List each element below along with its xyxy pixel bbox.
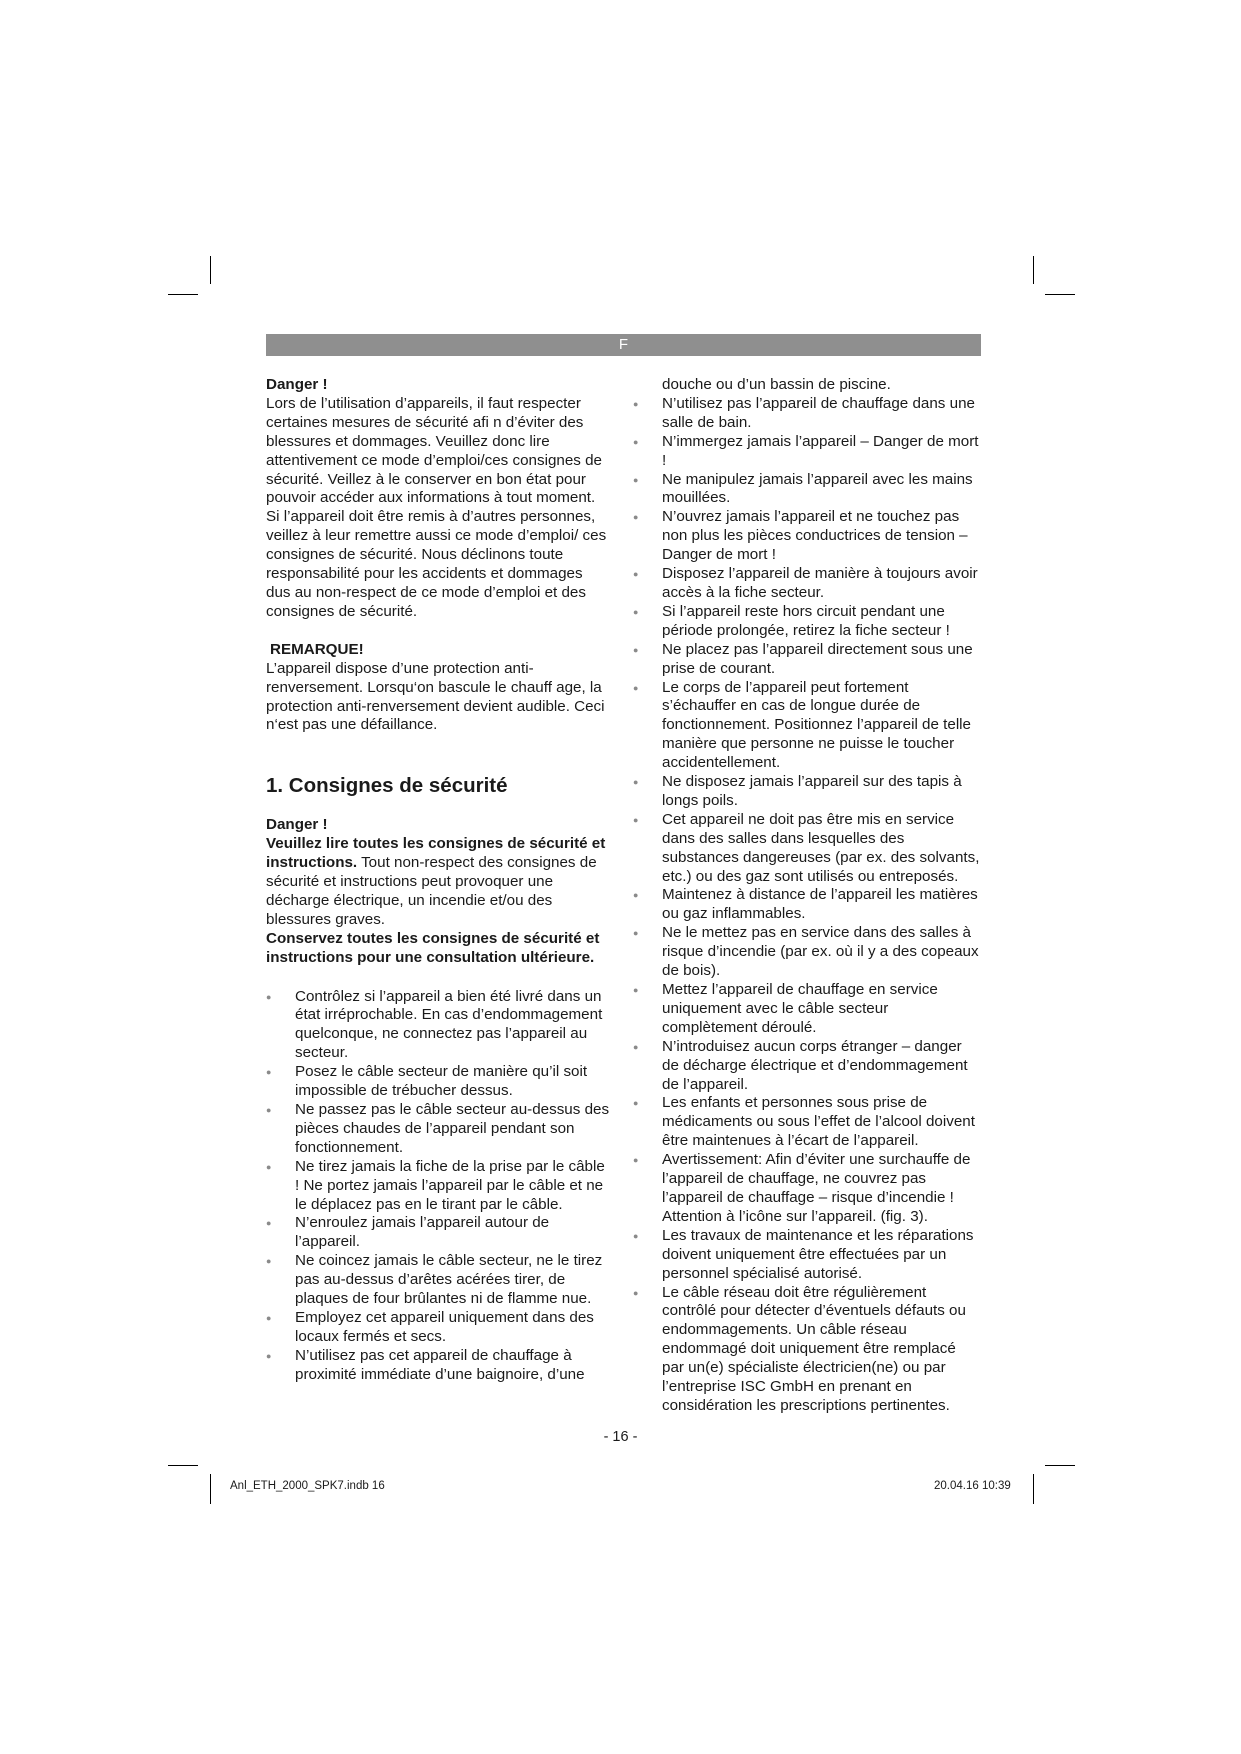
language-header-bar xyxy=(266,334,981,356)
intro-danger-heading: Danger ! xyxy=(266,376,328,393)
crop-mark xyxy=(1033,256,1034,284)
list-item: ● Ne passez pas le câble secteur au-dessus des pièces chaudes de l’appareil pendant son fonctionnement. xyxy=(266,1101,611,1158)
continuation-text: douche ou d’un bassin de piscine. xyxy=(662,376,891,393)
list-item: ● Contrôlez si l’appareil a bien été livré dans un état irréprochable. En cas d’endommagement quelconque, ne connectez pas l’appareil au secteur. xyxy=(266,988,611,1064)
language-code: F xyxy=(618,336,629,353)
list-item: ● Les travaux de maintenance et les réparations doivent uniquement être effectuées par un personnel spécialisé autorisé. xyxy=(633,1227,981,1284)
file-info: Anl_ETH_2000_SPK7.indb 16 xyxy=(230,1480,385,1492)
list-item: ● Le câble réseau doit être régulièrement contrôlé pour détecter d’éventuels défauts ou endommagements. Un câble réseau endommagé doit uniquement être remplacé par un(e) spécialiste électricien(ne) ou par l’entreprise ISC GmbH en prenant en considération les prescriptions pertinentes. xyxy=(633,1284,981,1416)
date-time: 20.04.16 10:39 xyxy=(934,1480,1011,1492)
list-item: ● Maintenez à distance de l’appareil les matières ou gaz inflammables. xyxy=(633,886,981,924)
danger-heading: Danger ! xyxy=(266,816,328,834)
list-item: ● Employez cet appareil uniquement dans des locaux fermés et secs. xyxy=(266,1309,611,1347)
safety-list-right xyxy=(633,395,981,1416)
crop-mark xyxy=(210,256,211,284)
safety-list-left xyxy=(266,988,611,1385)
list-item: ● N’utilisez pas cet appareil de chauffage à proximité immédiate d’une baignoire, d’une xyxy=(266,1347,611,1385)
list-item: ● N’utilisez pas l’appareil de chauffage dans une salle de bain. xyxy=(633,395,981,433)
crop-mark xyxy=(210,1474,211,1504)
list-item: ● Les enfants et personnes sous prise de médicaments ou sous l’effet de l’alcool doivent être maintenues à l’écart de l’appareil. xyxy=(633,1094,981,1151)
note-heading: REMARQUE! xyxy=(270,640,364,658)
list-item: ● Ne tirez jamais la fiche de la prise par le câble ! Ne portez jamais l’appareil par le câble et ne le déplacez pas en le tirant par le câble. xyxy=(266,1158,611,1215)
crop-mark xyxy=(168,1465,198,1466)
list-item: ● Ne placez pas l’appareil directement sous une prise de courant. xyxy=(633,641,981,679)
keep-instructions-text: Conservez toutes les consignes de sécurité et instructions pour une consultation ultérieure. xyxy=(266,929,600,966)
left-column xyxy=(266,376,611,1385)
danger-text: Tout non-respect des consignes de sécurité et instructions peut provoquer une décharge électrique, un incendie et/ou des blessures graves. xyxy=(266,854,597,928)
list-item: ● N’enroulez jamais l’appareil autour de l’appareil. xyxy=(266,1214,611,1252)
danger-paragraph xyxy=(266,835,611,930)
danger-bold-text: Veuillez lire toutes les consignes de sécurité et instructions. xyxy=(266,835,606,872)
list-item: ● Cet appareil ne doit pas être mis en service dans des salles dans lesquelles des substances dangereuses (par ex. des solvants, etc.) ou des gaz sont utilisés ou entreposés. xyxy=(633,811,981,887)
list-item: ● Ne le mettez pas en service dans des salles à risque d’incendie (par ex. où il y a des copeaux de bois). xyxy=(633,924,981,981)
list-item: ● Ne disposez jamais l’appareil sur des tapis à longs poils. xyxy=(633,773,981,811)
list-item: ● N’ouvrez jamais l’appareil et ne touchez pas non plus les pièces conductrices de tension – Danger de mort ! xyxy=(633,508,981,565)
list-item: ● Mettez l’appareil de chauffage en service uniquement avec le câble secteur complètement déroulé. xyxy=(633,981,981,1038)
list-item: ● Si l’appareil reste hors circuit pendant une période prolongée, retirez la fiche secteur ! xyxy=(633,603,981,641)
list-item: ● Le corps de l’appareil peut fortement s’échauffer en cas de longue durée de fonctionnement. Positionnez l’appareil de telle manière que personne ne puisse le toucher accidentellement. xyxy=(633,679,981,774)
crop-mark xyxy=(1045,1465,1075,1466)
section-title: 1. Consignes de sécurité xyxy=(266,774,508,798)
crop-mark xyxy=(168,294,198,295)
list-item: ● Ne coincez jamais le câble secteur, ne le tirez pas au-dessus d’arêtes acérées tirer, de plaques de four brûlantes ni de flamme nue. xyxy=(266,1252,611,1309)
note-paragraph: L’appareil dispose d’une protection anti-renversement. Lorsqu‘on bascule le chauff age, la protection anti-renversement devient audible. Ceci n‘est pas une défaillance. xyxy=(266,659,605,734)
crop-mark xyxy=(1033,1474,1034,1504)
intro-paragraph: Lors de l’utilisation d’appareils, il faut respecter certaines mesures de sécurité afi n d’éviter des blessures et dommages. Veuillez donc lire attentivement ce mode d’emploi/ces consignes de sécurité. Veillez à le conserver en bon état pour pouvoir accéder aux informations à tout moment. Si l’appareil doit être remis à d’autres personnes, veillez à leur remettre aussi ce mode d’emploi/ ces consignes de sécurité. Nous déclinons toute responsabilité pour les accidents et dommages dus au non-respect de ce mode d’emploi et des consignes de sécurité. xyxy=(266,394,607,620)
list-item: ● N’introduisez aucun corps étranger – danger de décharge électrique et d’endommagement de l’appareil. xyxy=(633,1038,981,1095)
page-number: - 16 - xyxy=(603,1429,638,1445)
list-item: ● Posez le câble secteur de manière qu’il soit impossible de trébucher dessus. xyxy=(266,1063,611,1101)
right-column xyxy=(633,376,981,1416)
list-item: ● Disposez l’appareil de manière à toujours avoir accès à la fiche secteur. xyxy=(633,565,981,603)
list-item: ● Ne manipulez jamais l’appareil avec les mains mouillées. xyxy=(633,471,981,509)
list-item: ● Avertissement: Afin d’éviter une surchauffe de l’appareil de chauffage, ne couvrez pas l’appareil de chauffage – risque d’incendie ! Attention à l’icône sur l’appareil. (fig. 3). xyxy=(633,1151,981,1227)
list-item: ● N’immergez jamais l’appareil – Danger de mort ! xyxy=(633,433,981,471)
crop-mark xyxy=(1045,294,1075,295)
